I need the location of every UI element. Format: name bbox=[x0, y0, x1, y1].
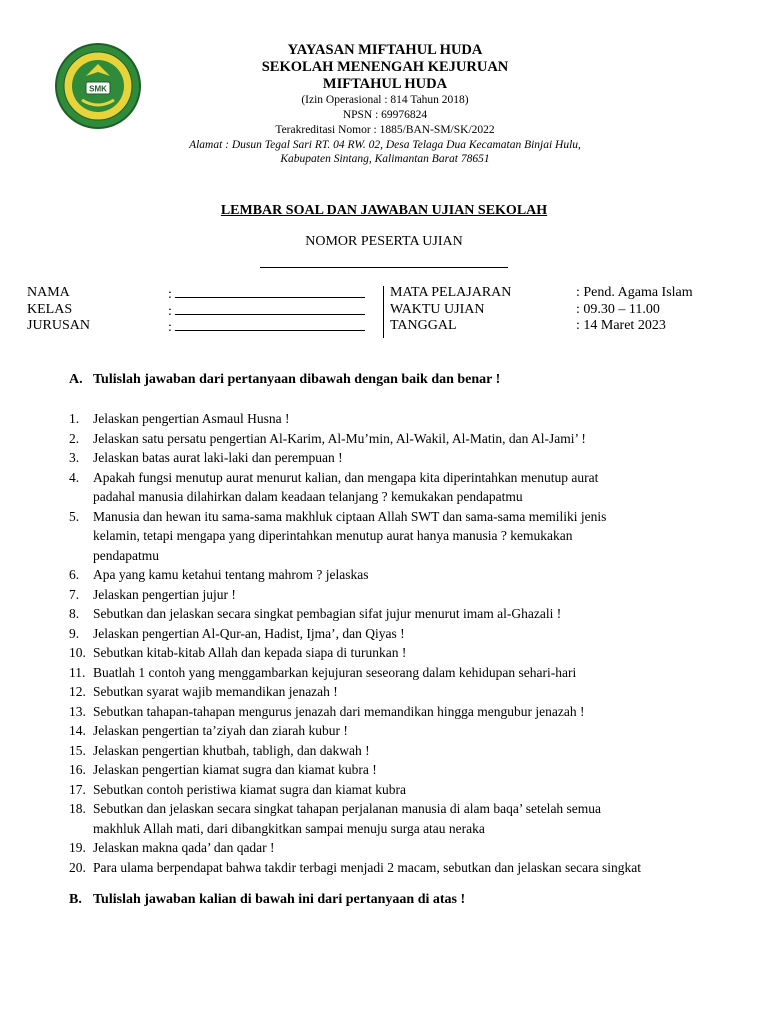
question-list bbox=[69, 409, 729, 877]
question-text: Jelaskan pengertian kiamat sugra dan kiamat kubra ! bbox=[93, 762, 377, 777]
question-text: Sebutkan dan jelaskan secara singkat tahapan perjalanan manusia di alam baqa’ setelah semua makhluk Allah mati, dari dibangkitkan sampai menuju surga atau neraka bbox=[93, 801, 602, 836]
exam-value-time: : 09.30 – 11.00 bbox=[576, 301, 660, 317]
exam-label-subject: MATA PELAJARAN bbox=[390, 285, 512, 300]
address-line-2: Kabupaten Sintang, Kalimantan Barat 78651 bbox=[280, 153, 490, 165]
school-logo-seal-icon bbox=[54, 42, 142, 130]
identity-label-nama: NAMA bbox=[27, 285, 70, 300]
foundation-name: YAYASAN MIFTAHUL HUDA bbox=[287, 42, 483, 58]
question-text: Sebutkan kitab-kitab Allah dan kepada siapa di turunkan ! bbox=[93, 645, 407, 660]
question-text: Sebutkan syarat wajib memandikan jenazah ! bbox=[93, 684, 338, 699]
list-item bbox=[69, 682, 729, 702]
list-item bbox=[69, 799, 729, 838]
question-number: 17. bbox=[69, 781, 86, 797]
document-title: LEMBAR SOAL DAN JAWABAN UJIAN SEKOLAH bbox=[220, 203, 548, 218]
jurusan-field[interactable] bbox=[175, 318, 365, 331]
list-item bbox=[69, 721, 729, 741]
identity-divider bbox=[383, 286, 384, 338]
school-logo bbox=[54, 42, 142, 130]
question-text: Sebutkan dan jelaskan secara singkat pembagian sifat jujur menurut imam al-Ghazali ! bbox=[93, 606, 562, 621]
npsn: NPSN : 69976824 bbox=[342, 109, 428, 121]
question-text: Apakah fungsi menutup aurat menurut kalian, dan mengapa kita diperintahkan menutup aurat padahal manusia dilahirkan dalam keadaan telanjang ? kemukakan pendapatmu bbox=[93, 469, 599, 504]
list-item bbox=[69, 760, 729, 780]
list-item bbox=[69, 409, 729, 429]
question-text: Buatlah 1 contoh yang menggambarkan kejujuran seseorang dalam kehidupan sehari-hari bbox=[93, 664, 577, 680]
identity-sep: : bbox=[168, 320, 172, 335]
nama-field[interactable] bbox=[175, 285, 365, 298]
question-number: 2. bbox=[69, 430, 80, 446]
list-item bbox=[69, 429, 729, 449]
question-number: 19. bbox=[69, 840, 86, 855]
question-text: Jelaskan batas aurat laki-laki dan perempuan ! bbox=[93, 450, 343, 465]
list-item bbox=[69, 604, 729, 624]
question-text: Jelaskan pengertian Asmaul Husna ! bbox=[93, 411, 290, 426]
exam-label-time: WAKTU UJIAN bbox=[390, 301, 485, 317]
letterhead bbox=[150, 42, 620, 166]
exam-label-date: TANGGAL bbox=[390, 318, 457, 333]
question-text: Manusia dan hewan itu sama-sama makhluk ciptaan Allah SWT dan sama-sama memiliki jenis kelamin, tetapi mengapa yang diperintahkan menutup aurat hanya manusia ? kemukakan pendapatmu bbox=[93, 508, 607, 563]
list-item bbox=[69, 858, 729, 878]
identity-labels bbox=[27, 285, 90, 335]
question-number: 20. bbox=[69, 859, 86, 875]
list-item bbox=[69, 838, 729, 858]
list-item bbox=[69, 507, 729, 566]
address-line-1: Alamat : Dusun Tegal Sari RT. 04 RW. 02, Desa Telaga Dua Kecamatan Binjai Hulu, bbox=[189, 139, 581, 151]
list-item bbox=[69, 663, 729, 683]
question-text: Jelaskan makna qada’ dan qadar ! bbox=[93, 840, 275, 855]
list-item bbox=[69, 643, 729, 663]
list-item bbox=[69, 624, 729, 644]
operational-permit: (Izin Operasional : 814 Tahun 2018) bbox=[301, 94, 469, 106]
identity-label-kelas: KELAS bbox=[27, 301, 73, 317]
list-item bbox=[69, 448, 729, 468]
section-b-letter: B. bbox=[69, 892, 82, 907]
list-item bbox=[69, 702, 729, 722]
question-number: 13. bbox=[69, 703, 86, 719]
question-number: 16. bbox=[69, 762, 86, 777]
accreditation: Terakreditasi Nomor : 1885/BAN-SM/SK/2022 bbox=[275, 124, 495, 136]
exam-info-labels bbox=[390, 285, 511, 335]
identity-label-jurusan: JURUSAN bbox=[27, 318, 91, 333]
question-text: Jelaskan satu persatu pengertian Al-Karim, Al-Mu’min, Al-Wakil, Al-Matin, dan Al-Jami’ ! bbox=[93, 430, 586, 446]
question-text: Sebutkan contoh peristiwa kiamat sugra dan kiamat kubra bbox=[93, 781, 407, 797]
section-a-text: Tulislah jawaban dari pertanyaan dibawah dengan baik dan benar ! bbox=[93, 372, 501, 387]
list-item bbox=[69, 741, 729, 761]
list-item bbox=[69, 468, 729, 507]
question-number: 12. bbox=[69, 684, 86, 699]
question-number: 1. bbox=[69, 411, 80, 426]
section-a-heading bbox=[69, 372, 500, 388]
question-number: 11. bbox=[69, 664, 86, 680]
question-text: Sebutkan tahapan-tahapan mengurus jenazah dari memandikan hingga mengubur jenazah ! bbox=[93, 703, 585, 719]
question-text: Apa yang kamu ketahui tentang mahrom ? jelaskas bbox=[93, 567, 369, 582]
question-number: 4. bbox=[69, 469, 80, 485]
list-item bbox=[69, 585, 729, 605]
exam-info-values bbox=[576, 285, 693, 335]
list-item bbox=[69, 565, 729, 585]
kelas-field[interactable] bbox=[175, 302, 365, 315]
question-number: 18. bbox=[69, 801, 86, 816]
identity-fields bbox=[168, 285, 365, 335]
question-number: 6. bbox=[69, 567, 80, 582]
section-a-letter: A. bbox=[69, 372, 83, 387]
list-item bbox=[69, 780, 729, 800]
logo-text: SMK bbox=[89, 84, 107, 94]
question-text: Jelaskan pengertian Al-Qur-an, Hadist, Ijma’, dan Qiyas ! bbox=[93, 625, 405, 641]
question-number: 14. bbox=[69, 723, 86, 738]
question-text: Jelaskan pengertian khutbah, tabligh, dan dakwah ! bbox=[93, 742, 370, 758]
school-name: MIFTAHUL HUDA bbox=[322, 76, 448, 92]
exam-value-subject: : Pend. Agama Islam bbox=[576, 285, 693, 300]
question-number: 10. bbox=[69, 645, 86, 660]
question-text: Para ulama berpendapat bahwa takdir terbagi menjadi 2 macam, sebutkan dan jelaskan secara singkat bbox=[93, 859, 642, 875]
school-type: SEKOLAH MENENGAH KEJURUAN bbox=[261, 59, 509, 75]
question-number: 3. bbox=[69, 450, 80, 465]
participant-number-label: NOMOR PESERTA UJIAN bbox=[305, 234, 463, 249]
identity-sep: : bbox=[168, 287, 172, 302]
question-number: 5. bbox=[69, 508, 80, 524]
question-number: 7. bbox=[69, 586, 80, 602]
question-text: Jelaskan pengertian jujur ! bbox=[93, 586, 236, 602]
question-number: 15. bbox=[69, 742, 86, 758]
question-number: 9. bbox=[69, 625, 80, 641]
section-b-text: Tulislah jawaban kalian di bawah ini dari pertanyaan di atas ! bbox=[93, 892, 466, 907]
participant-number-field[interactable] bbox=[260, 267, 508, 268]
exam-value-date: : 14 Maret 2023 bbox=[576, 318, 666, 333]
question-text: Jelaskan pengertian ta’ziyah dan ziarah kubur ! bbox=[93, 723, 348, 738]
question-number: 8. bbox=[69, 606, 80, 621]
identity-sep: : bbox=[168, 303, 172, 319]
section-b-heading bbox=[69, 892, 465, 908]
